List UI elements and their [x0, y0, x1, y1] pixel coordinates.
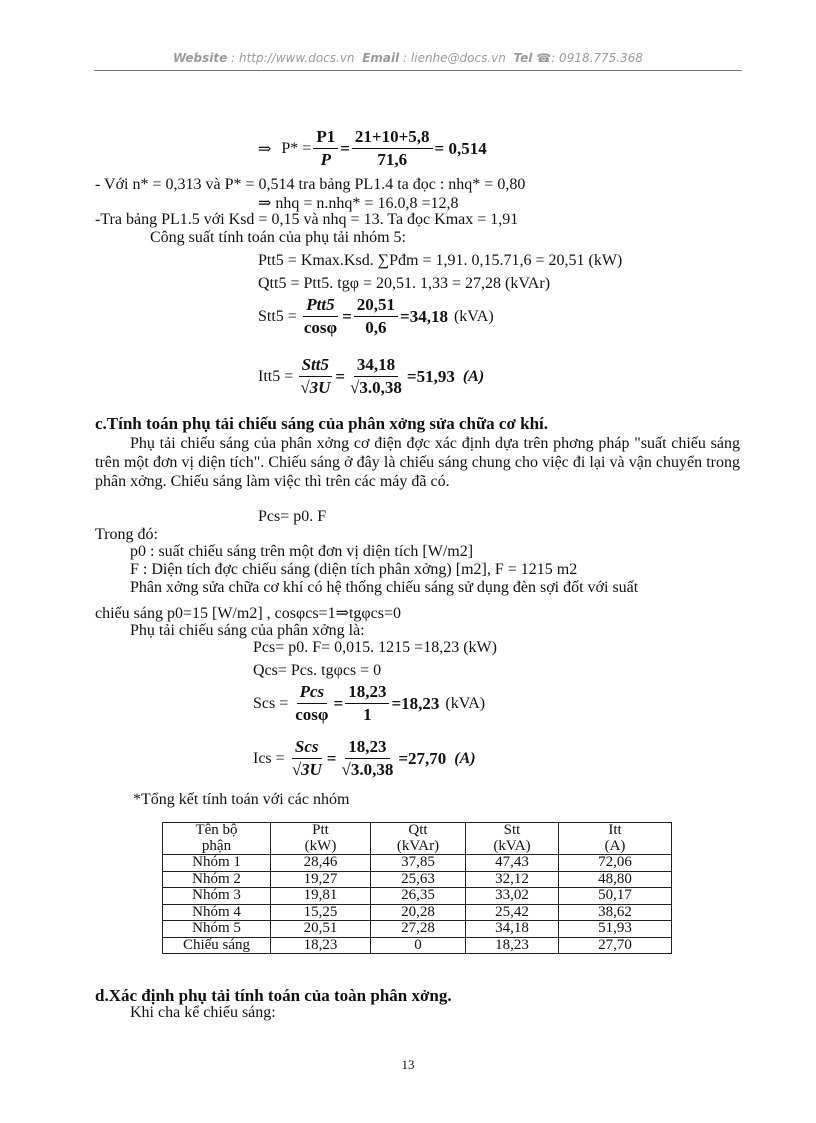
scs-result: =18,23 — [391, 693, 440, 713]
table-row — [163, 937, 672, 954]
table-cell: 47,43 — [466, 855, 559, 872]
table-cell: 25,63 — [371, 871, 466, 888]
eq1-frac1 — [313, 127, 338, 170]
equation-itt5: Itt5 = $\frac{\text{Stt5}}{√3U}$ = $\frac{34,18}{√3.0,38}$ =51,93 (A) — [258, 355, 485, 397]
equation-scs: Scs = $\frac{\text{Pcs}}{\cos\varphi}$ = $\frac{18,23}{1}$ =18,23 (kVA) — [253, 682, 486, 724]
p0-definition: p0 : suất chiếu sáng trên một đơn vị diện tích [W/m2] — [130, 543, 474, 560]
line-group5-heading: Công suất tính toán của phụ tải nhóm 5: — [150, 229, 406, 246]
email-label: Email — [362, 51, 400, 65]
eq1-frac1-num: P1 — [313, 127, 338, 149]
line-kmax-lookup: -Tra bảng PL1.5 với Ksd = 0,15 và nhq = 13. Ta đọc Kmax = 1,91 — [95, 211, 519, 228]
section-d-heading: d.Xác định phụ tải tính toán của toàn phân xởng. — [95, 986, 452, 1005]
table-cell: 27,28 — [371, 921, 466, 938]
itt5-frac2-den: √3.0,38 — [350, 378, 402, 397]
table-cell: 37,85 — [371, 855, 466, 872]
eq1-frac1-den: P — [320, 150, 331, 169]
f-definition: F : Diện tích đợc chiếu sáng (diện tích phân xởng) [m2], F = 1215 m2 — [130, 561, 578, 578]
section-c-para2-line2: chiếu sáng p0=15 [W/m2] , cosφcs=1⇒tgφcs=0 — [95, 605, 401, 622]
tel-value: : 0918.775.368 — [551, 51, 644, 65]
table-row — [163, 855, 672, 872]
table-header-cell: Ptt (kW) — [271, 823, 371, 855]
table-row — [163, 904, 672, 921]
page-header — [0, 51, 816, 65]
scs-frac2 — [345, 682, 389, 725]
table-cell: 18,23 — [466, 937, 559, 954]
pcs-calc: Pcs= p0. F= 0,015. 1215 =18,23 (kW) — [253, 639, 497, 656]
ics-frac2-den: √3.0,38 — [341, 760, 394, 779]
scs-frac2-den: 1 — [363, 705, 372, 724]
pcs-formula: Pcs= p0. F — [258, 508, 327, 525]
table-header-row — [163, 823, 672, 855]
equation-p-star — [258, 127, 487, 170]
section-c-paragraph: Phụ tải chiếu sáng của phân xởng cơ điện đợc xác định dựa trên phơng pháp "suất chiếu sáng trên một đơn vị diện tích". Chiếu sáng ở đây là chiếu sáng chung cho việc đi lại và vận chuyển trong phân xởng. Chiếu sáng làm việc thì trên các máy đã có. — [95, 435, 740, 490]
phone-icon: ☎ — [536, 51, 552, 65]
table-cell: Nhóm 5 — [163, 921, 271, 938]
table-cell: 20,51 — [271, 921, 371, 938]
itt5-unit: (A) — [462, 367, 485, 385]
table-header-cell: Tên bộ phận — [163, 823, 271, 855]
table-cell: 0 — [371, 937, 466, 954]
scs-frac1 — [292, 682, 331, 725]
scs-frac1-num: Pcs — [297, 682, 328, 704]
ics-unit: (A) — [454, 749, 476, 767]
scs-lhs: Scs = — [253, 694, 289, 712]
eq1-frac2-num: 21+10+5,8 — [352, 127, 433, 149]
ics-frac1 — [289, 737, 325, 780]
line-ptt5: Ptt5 = Kmax.Ksd. ∑Pđm = 1,91. 0,15.71,6 = 20,51 (kW) — [258, 252, 623, 269]
website-label: Website — [172, 51, 228, 65]
ics-frac2-num: 18,23 — [345, 737, 389, 759]
header-rule — [94, 70, 742, 71]
table-cell: 34,18 — [466, 921, 559, 938]
eq1-lhs: P* = — [281, 139, 312, 157]
ics-result: =27,70 — [398, 748, 447, 768]
eq1-frac2 — [352, 127, 433, 170]
ics-frac2 — [338, 737, 396, 780]
eq1-equals: = — [340, 138, 350, 158]
line-nhq-calc: ⇒ nhq = n.nhq* = 16.0,8 =12,8 — [258, 195, 459, 212]
table-row — [163, 921, 672, 938]
implies-arrow: ⇒ — [258, 140, 272, 158]
table-cell: Nhóm 4 — [163, 904, 271, 921]
table-cell: 48,80 — [559, 871, 672, 888]
table-cell: 15,25 — [271, 904, 371, 921]
trong-do-label: Trong đó: — [95, 526, 158, 543]
table-cell: 38,62 — [559, 904, 672, 921]
itt5-frac1-num: Stt5 — [299, 355, 332, 377]
equation-stt5: Stt5 = $\frac{\text{Ptt5}}{\cos\varphi}$ = $\frac{20,51}{0,6}$ =34,18 (kVA) — [258, 295, 494, 337]
table-cell: 18,23 — [271, 937, 371, 954]
scs-unit: (kVA) — [445, 694, 486, 712]
stt5-result: =34,18 — [400, 306, 448, 326]
itt5-result: =51,93 — [406, 366, 455, 386]
stt5-frac2-num: 20,51 — [354, 295, 398, 317]
summary-table — [162, 822, 672, 954]
table-cell: 51,93 — [559, 921, 672, 938]
table-cell: 25,42 — [466, 904, 559, 921]
ics-frac1-den: √3U — [291, 760, 322, 779]
table-cell: 33,02 — [466, 888, 559, 905]
table-cell: Chiếu sáng — [163, 937, 271, 954]
table-cell: 50,17 — [559, 888, 672, 905]
table-row — [163, 871, 672, 888]
table-cell: 26,35 — [371, 888, 466, 905]
eq1-frac2-den: 71,6 — [377, 150, 408, 169]
tel-label: Tel — [513, 51, 533, 65]
website-value[interactable]: : http://www.docs.vn — [231, 51, 355, 65]
line-qtt5: Qtt5 = Ptt5. tgφ = 20,51. 1,33 = 27,28 (kVAr) — [258, 275, 551, 292]
qcs-calc: Qcs= Pcs. tgφcs = 0 — [253, 662, 382, 679]
stt5-frac2-den: 0,6 — [365, 318, 387, 337]
section-d-first-line: Khi cha kể chiếu sáng: — [130, 1004, 276, 1021]
table-cell: 32,12 — [466, 871, 559, 888]
table-cell: 72,06 — [559, 855, 672, 872]
table-cell: 19,27 — [271, 871, 371, 888]
itt5-lhs: Itt5 = — [258, 367, 294, 385]
ics-frac1-num: Scs — [292, 737, 322, 759]
lighting-load-heading: Phụ tải chiếu sáng của phân xởng là: — [130, 622, 365, 639]
section-c-para2-line1: Phân xởng sửa chữa cơ khí có hệ thống chiếu sáng sử dụng đèn sợi đốt với suất — [130, 579, 639, 596]
itt5-frac2 — [347, 355, 405, 398]
table-cell: Nhóm 1 — [163, 855, 271, 872]
table-cell: Nhóm 2 — [163, 871, 271, 888]
eq1-result: = 0,514 — [434, 138, 487, 158]
scs-frac2-num: 18,23 — [345, 682, 389, 704]
equation-ics: Ics = $\frac{\text{Scs}}{√3U}$ = $\frac{18,23}{√3.0,38}$ =27,70 (A) — [253, 737, 476, 779]
email-value[interactable]: : lienhe@docs.vn — [403, 51, 506, 65]
stt5-frac2 — [354, 295, 398, 338]
table-cell: 28,46 — [271, 855, 371, 872]
stt5-frac1-den: cosφ — [303, 318, 338, 337]
stt5-unit: (kVA) — [453, 307, 494, 325]
table-cell: Nhóm 3 — [163, 888, 271, 905]
itt5-frac2-num: 34,18 — [354, 355, 398, 377]
page-number: 13 — [401, 1057, 415, 1072]
table-cell: 20,28 — [371, 904, 466, 921]
table-cell: 19,81 — [271, 888, 371, 905]
summary-title: *Tổng kết tính toán với các nhóm — [133, 791, 350, 808]
ics-lhs: Ics = — [253, 749, 285, 767]
stt5-frac1-num: Ptt5 — [303, 295, 337, 317]
table-cell: 27,70 — [559, 937, 672, 954]
stt5-frac1 — [301, 295, 340, 338]
section-c-heading: c.Tính toán phụ tải chiếu sáng của phân xởng sửa chữa cơ khí. — [95, 414, 549, 433]
table-header-cell: Qtt (kVAr) — [371, 823, 466, 855]
scs-frac1-den: cosφ — [295, 705, 329, 724]
table-header-cell: Stt (kVA) — [466, 823, 559, 855]
itt5-frac1 — [297, 355, 333, 398]
itt5-frac1-den: √3U — [300, 378, 331, 397]
stt5-lhs: Stt5 = — [258, 307, 297, 325]
table-header-cell: Itt (A) — [559, 823, 672, 855]
line-nhq-lookup: - Với n* = 0,313 và P* = 0,514 tra bảng PL1.4 ta đọc : nhq* = 0,80 — [95, 176, 526, 193]
table-row — [163, 888, 672, 905]
